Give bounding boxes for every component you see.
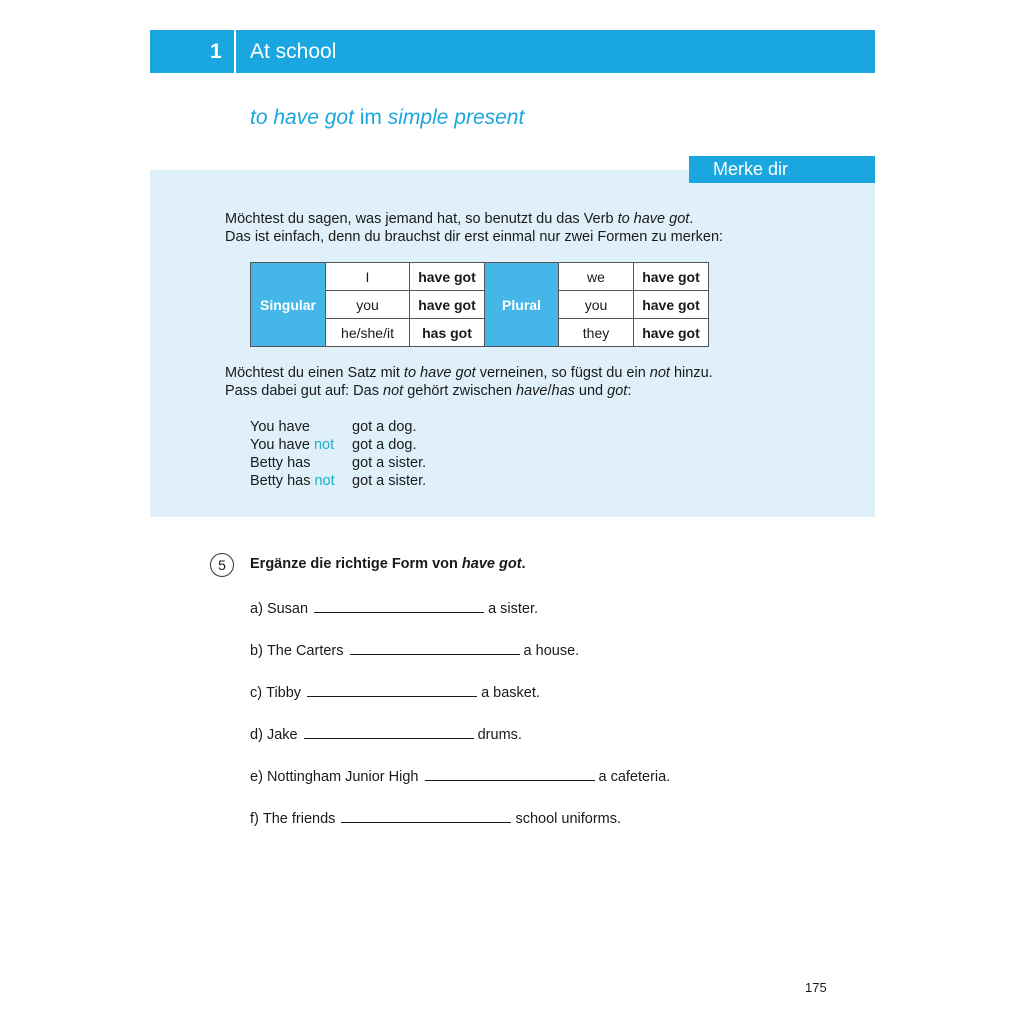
neg-text: Möchtest du einen Satz mit xyxy=(225,365,404,381)
neg-got: got xyxy=(607,383,628,399)
exercise-item-f xyxy=(250,808,621,827)
table-cell-form: have got xyxy=(634,291,709,319)
item-object: a cafeteria. xyxy=(598,769,671,785)
example-row xyxy=(250,472,426,490)
merke-tab: Merke dir xyxy=(689,156,875,183)
table-cell-form: have got xyxy=(410,263,485,291)
table-cell-pronoun: you xyxy=(326,291,410,319)
merke-intro-line1 xyxy=(225,210,693,228)
answer-blank[interactable] xyxy=(425,766,595,781)
answer-blank[interactable] xyxy=(314,598,484,613)
neg-verb: to have got xyxy=(403,365,476,381)
item-subject: Jake xyxy=(266,727,298,743)
merke-intro-line2: Das ist einfach, denn du brauchst dir erst einmal nur zwei Formen zu merken: xyxy=(225,229,724,245)
item-letter: f) xyxy=(250,811,259,827)
item-subject: The friends xyxy=(262,811,336,827)
section-title xyxy=(250,106,524,130)
example-subject: Betty has xyxy=(250,473,315,489)
intro-text: Möchtest du sagen, was jemand hat, so benutzt du das Verb xyxy=(225,211,618,227)
neg-text: verneinen, so fügst du ein xyxy=(475,365,650,381)
instruction-text: Ergänze die richtige Form von xyxy=(250,556,462,572)
answer-blank[interactable] xyxy=(307,682,477,697)
section-title-part3: simple present xyxy=(387,106,525,129)
instruction-period: . xyxy=(521,556,526,572)
neg-text: und xyxy=(574,383,608,399)
chapter-header xyxy=(150,30,875,73)
merke-negation-line1 xyxy=(225,364,713,382)
exercise-item-b xyxy=(250,640,579,659)
answer-blank[interactable] xyxy=(350,640,520,655)
table-cell-pronoun: he/she/it xyxy=(326,319,410,347)
neg-text: Pass dabei gut auf: Das xyxy=(225,383,383,399)
item-object: drums. xyxy=(477,727,522,743)
answer-blank[interactable] xyxy=(341,808,511,823)
table-cell-pronoun: we xyxy=(559,263,634,291)
example-sentences xyxy=(250,418,426,490)
answer-blank[interactable] xyxy=(304,724,474,739)
table-cell-form: have got xyxy=(634,263,709,291)
example-not: not xyxy=(313,437,335,453)
item-letter: b) xyxy=(250,643,263,659)
neg-colon: : xyxy=(627,383,632,399)
singular-label: Singular xyxy=(251,263,326,347)
intro-verb: to have got xyxy=(617,211,690,227)
plural-label: Plural xyxy=(485,263,559,347)
table-cell-pronoun: they xyxy=(559,319,634,347)
instruction-verb: have got xyxy=(461,556,522,572)
merke-negation-line2 xyxy=(225,382,631,400)
table-row xyxy=(251,263,709,291)
item-subject: Susan xyxy=(266,601,309,617)
neg-has: has xyxy=(551,383,575,399)
neg-text: gehört zwischen xyxy=(403,383,517,399)
item-letter: c) xyxy=(250,685,263,701)
item-object: a sister. xyxy=(488,601,539,617)
neg-have: have xyxy=(516,383,548,399)
example-not: not xyxy=(314,473,335,489)
neg-not: not xyxy=(649,365,670,381)
item-object: a house. xyxy=(523,643,580,659)
item-subject: Tibby xyxy=(266,685,302,701)
item-subject: The Carters xyxy=(266,643,344,659)
example-row xyxy=(250,436,426,454)
example-rest: got a sister. xyxy=(352,455,427,471)
task-number-circle: 5 xyxy=(210,553,234,577)
exercise-item-a xyxy=(250,598,538,617)
example-rest: got a sister. xyxy=(352,473,427,489)
chapter-number: 1 xyxy=(210,40,222,63)
page-number: 175 xyxy=(805,980,827,995)
example-rest: got a dog. xyxy=(352,419,417,435)
table-cell-pronoun: you xyxy=(559,291,634,319)
table-cell-form: have got xyxy=(634,319,709,347)
verb-forms-table xyxy=(250,262,709,347)
exercise-item-e xyxy=(250,766,670,785)
table-cell-pronoun: I xyxy=(326,263,410,291)
item-letter: d) xyxy=(250,727,263,743)
item-object: a basket. xyxy=(481,685,540,701)
example-subject: Betty has xyxy=(250,455,311,471)
neg-text: hinzu. xyxy=(669,365,713,381)
neg-not: not xyxy=(383,383,404,399)
example-rest: got a dog. xyxy=(352,437,417,453)
intro-period: . xyxy=(689,211,694,227)
section-title-part1: to have got xyxy=(250,106,354,129)
exercise-item-c xyxy=(250,682,540,701)
section-title-part2: im xyxy=(353,106,388,129)
task-instruction xyxy=(250,556,526,572)
item-object: school uniforms. xyxy=(515,811,622,827)
neg-slash: / xyxy=(547,383,552,399)
table-cell-form: has got xyxy=(410,319,485,347)
exercise-item-d xyxy=(250,724,522,743)
chapter-divider xyxy=(234,30,236,73)
item-letter: e) xyxy=(250,769,263,785)
example-row xyxy=(250,418,426,436)
table-cell-form: have got xyxy=(410,291,485,319)
chapter-title: At school xyxy=(250,40,337,63)
example-subject: You have xyxy=(250,419,310,435)
item-letter: a) xyxy=(250,601,263,617)
example-subject: You have xyxy=(250,437,314,453)
item-subject: Nottingham Junior High xyxy=(266,769,419,785)
example-row xyxy=(250,454,426,472)
